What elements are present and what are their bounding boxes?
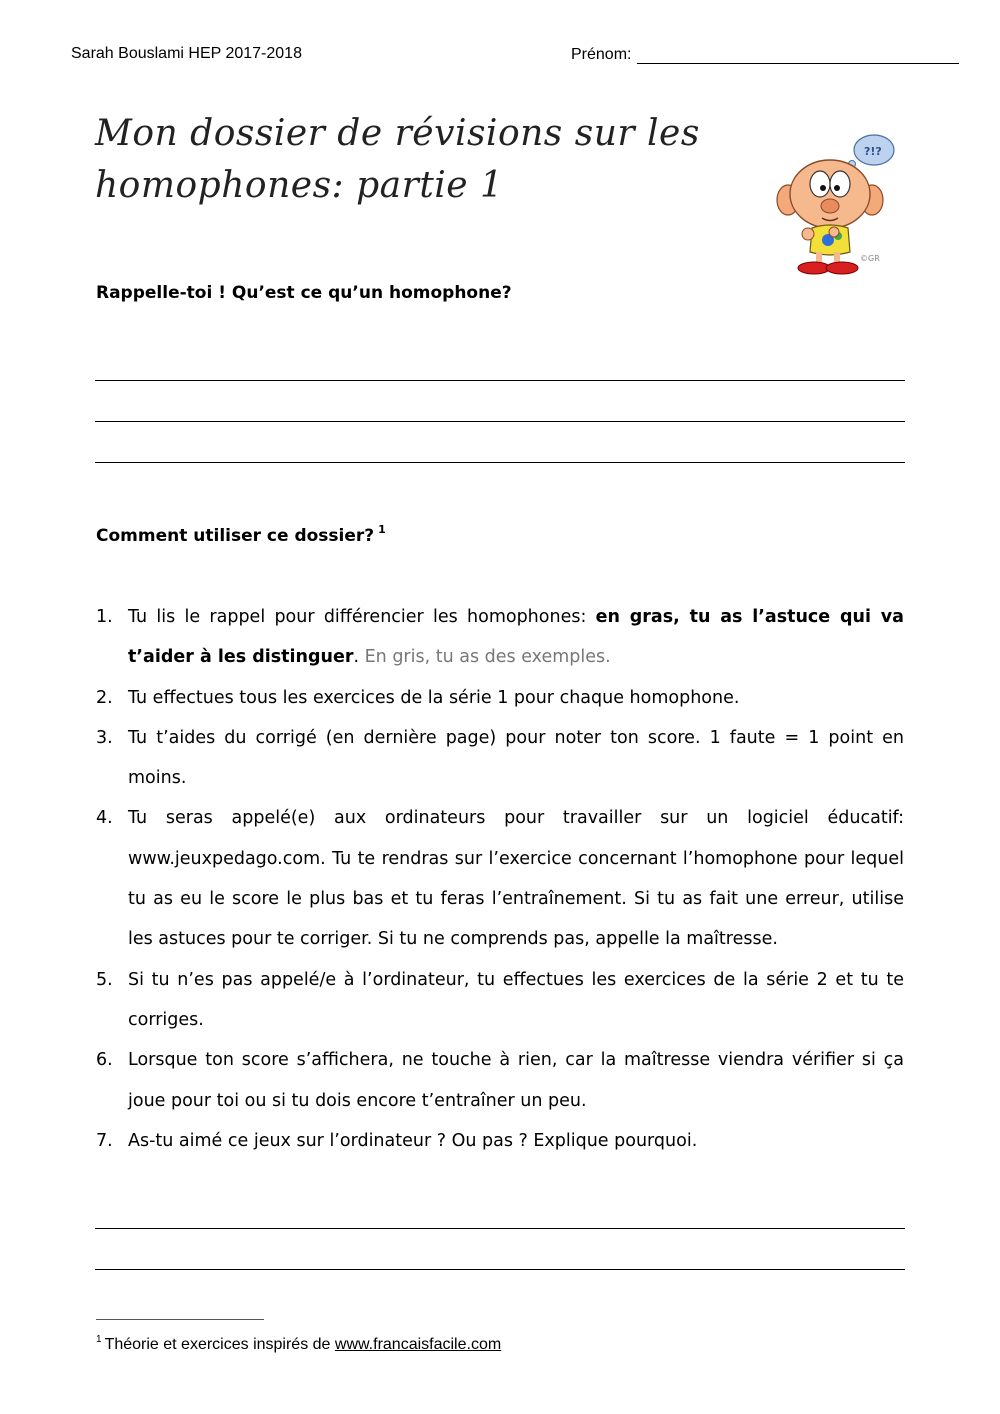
- answer-lines-question[interactable]: [95, 360, 905, 483]
- step-number: 5.: [96, 969, 113, 990]
- step-1-text-b: .: [353, 647, 365, 668]
- step-number: 7.: [96, 1130, 113, 1151]
- step-1-text-a: Tu lis le rappel pour différencier les homophones:: [128, 607, 596, 627]
- instructions-heading-text: Comment utiliser ce dossier?: [96, 526, 375, 546]
- title-line-1: Mon dossier de révisions sur les: [95, 113, 700, 154]
- instructions-heading: [96, 523, 386, 546]
- step-1-grey: En gris, tu as des exemples.: [364, 647, 611, 668]
- step-number: 2.: [96, 687, 113, 708]
- list-item: [96, 597, 904, 678]
- answer-line[interactable]: [95, 442, 905, 463]
- list-item: [96, 678, 904, 718]
- footnote-number: 1: [96, 1334, 102, 1345]
- footnote: [96, 1334, 501, 1354]
- footnote-text: Théorie et exercices inspirés de: [104, 1336, 335, 1353]
- footnote-link[interactable]: www.francaisfacile.com: [334, 1336, 502, 1353]
- step-text: Tu effectues tous les exercices de la série 1 pour chaque homophone.: [128, 687, 740, 708]
- list-item: [96, 718, 904, 799]
- firstname-label: Prénom:: [571, 46, 632, 63]
- thinking-cartoon-character-icon: [772, 128, 902, 278]
- step-text: Si tu n’es pas appelé/e à l’ordinateur, tu effectues les exercices de la série 2 et tu te corriges.: [128, 969, 904, 1030]
- thought-text: ?!?: [864, 145, 882, 158]
- step-number: 4.: [96, 808, 113, 829]
- step-text: Tu seras appelé(e) aux ordinateurs pour travailler sur un logiciel éducatif: www.jeuxpedago.com. Tu te rendras sur l’exercice concernant l’homophone pour lequel tu as eu le score le plus bas et tu feras l’entraînement. Si tu as fait une erreur, utilise les astuces pour te corriger. Si tu ne comprends pas, appelle la maîtresse.: [128, 808, 904, 950]
- answer-line[interactable]: [95, 360, 905, 381]
- answer-line[interactable]: [95, 401, 905, 422]
- footnote-divider: [96, 1319, 264, 1320]
- firstname-field: [571, 45, 959, 64]
- header-author: Sarah Bouslami HEP 2017-2018: [71, 45, 302, 62]
- step-1-bold: en gras, tu as l’astuce qui va t’aider à les distinguer: [128, 607, 904, 668]
- list-item: [96, 1040, 904, 1121]
- mascot-credit: ©GR: [860, 254, 880, 263]
- answer-line[interactable]: [95, 1249, 905, 1270]
- step-number: 6.: [96, 1050, 113, 1071]
- page-title: [95, 108, 755, 212]
- answer-line[interactable]: [95, 1208, 905, 1229]
- step-number: 1.: [96, 607, 113, 627]
- footnote-reference: 1: [378, 523, 386, 536]
- question-heading: Rappelle-toi ! Qu’est ce qu’un homophone?: [96, 283, 512, 303]
- instructions-list: [96, 597, 904, 1161]
- answer-lines-opinion[interactable]: [95, 1208, 905, 1290]
- step-text: [128, 597, 904, 678]
- step-text: Lorsque ton score s’affichera, ne touche à rien, car la maîtresse viendra vérifier si ça joue pour toi ou si tu dois encore t’entraîner un peu.: [128, 1050, 904, 1111]
- list-item: [96, 960, 904, 1041]
- list-item: [96, 1121, 904, 1161]
- list-item: [96, 798, 904, 959]
- step-text: As-tu aimé ce jeux sur l’ordinateur ? Ou pas ? Explique pourquoi.: [128, 1130, 698, 1151]
- step-text: Tu t’aides du corrigé (en dernière page) pour noter ton score. 1 faute = 1 point en moins.: [128, 727, 904, 789]
- firstname-input-line[interactable]: [637, 45, 959, 64]
- step-number: 3.: [96, 727, 113, 748]
- title-line-2: homophones: partie 1: [95, 165, 504, 206]
